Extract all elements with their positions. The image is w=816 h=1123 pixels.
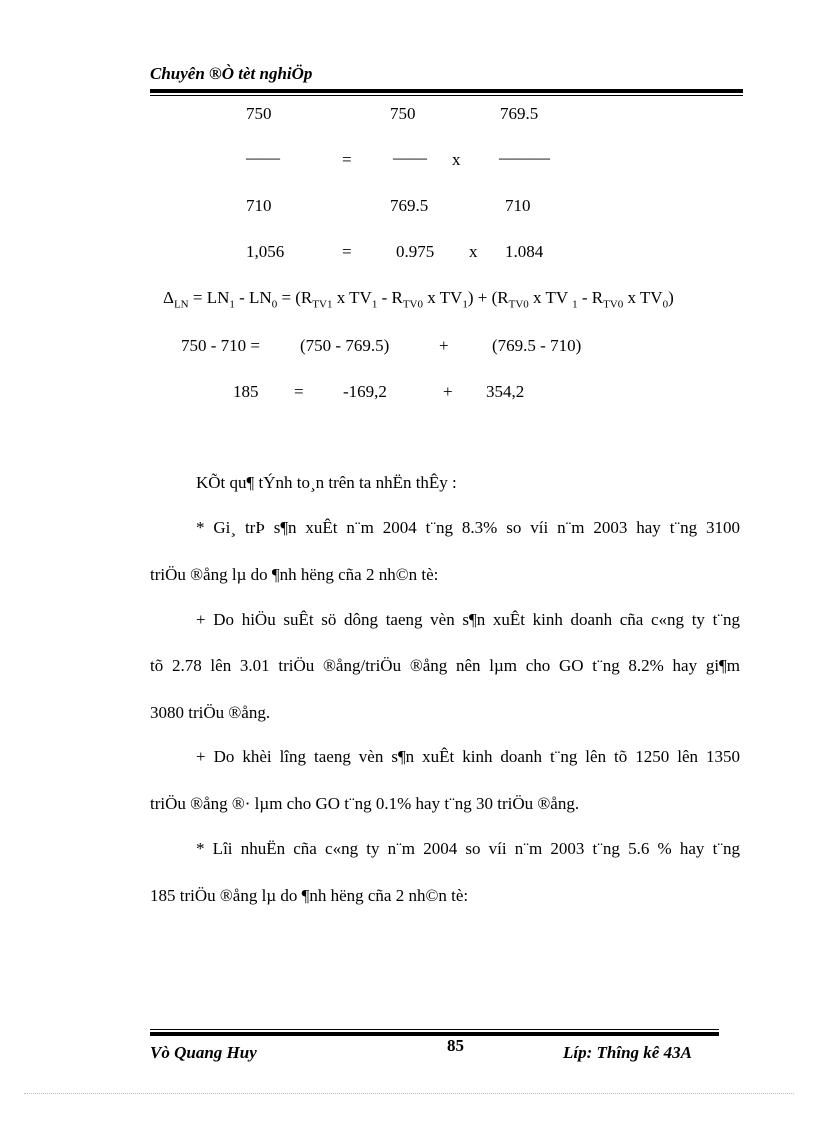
delta-symbol: Δ (163, 288, 174, 307)
paragraph-efficiency-line1: + Do hiÖu suÊt sö dông taeng vèn s¶n xuÊt kinh doanh cña c«ng ty t¨ng (196, 610, 740, 629)
paragraph-output-line2: triÖu ®ång lµ do ¶nh hëng cña 2 nh©n tè: (150, 565, 439, 584)
eq1-den-mid: 769.5 (390, 196, 429, 215)
page-number: 85 (447, 1036, 464, 1055)
delta-part: - LN (234, 288, 272, 307)
paragraph-result-intro: KÕt qu¶ tÝnh to¸n trên ta nhËn thÊy : (196, 473, 457, 492)
delta-part: x TV (623, 288, 663, 307)
delta-sub: 0 (662, 298, 669, 311)
footer-rule-thin (150, 1029, 719, 1030)
eq3-term-a: (750 - 769.5) (300, 336, 390, 355)
eq2-lhs: 1,056 (246, 242, 285, 261)
footer-rule-thick (150, 1032, 719, 1036)
eq2-mid: 0.975 (396, 242, 435, 261)
paragraph-profit-line1: * Lîi nhuËn cña c«ng ty n¨m 2004 so víi n¨m 2003 t¨ng 5.6 % hay t¨ng (196, 839, 740, 858)
header-rule-thick (150, 89, 743, 93)
paragraph-volume-line2: triÖu ®ång ®· lµm cho GO t¨ng 0.1% hay t¨ng 30 triÖu ®ång. (150, 794, 580, 813)
footer-class: Líp: Thîng kê 43A (563, 1043, 692, 1062)
delta-sub: TV0 (603, 298, 624, 311)
paragraph-profit-line2: 185 triÖu ®ång lµ do ¶nh hëng cña 2 nh©n tè: (150, 886, 469, 905)
eq1-num-mid: 750 (390, 104, 416, 123)
delta-sub: TV0 (508, 298, 529, 311)
eq2-times: x (469, 242, 478, 261)
delta-part: x TV (528, 288, 573, 307)
eq1-times: x (452, 150, 461, 169)
eq2-equals: = (342, 242, 352, 261)
delta-sub: 1 (462, 298, 468, 311)
delta-part: x TV (332, 288, 372, 307)
eq1-num-rhs: 769.5 (500, 104, 539, 123)
delta-sub: TV1 (312, 298, 333, 311)
paragraph-volume-line1: + Do khèi lîng taeng vèn s¶n xuÊt kinh doanh t¨ng lên tõ 1250 lên 1350 (196, 747, 740, 766)
delta-sub: 0 (271, 298, 278, 311)
delta-part: x TV (422, 288, 463, 307)
eq1-fraction-bar-mid: —— (393, 148, 427, 167)
eq1-fraction-bar-lhs: —— (246, 148, 280, 167)
eq3-term-b: (769.5 - 710) (492, 336, 582, 355)
eq3-plus: + (439, 336, 449, 355)
page-bottom-divider (24, 1093, 794, 1094)
paragraph-efficiency-line3: 3080 triÖu ®ång. (150, 703, 271, 722)
eq2-rhs: 1.084 (505, 242, 544, 261)
delta-part: = (R (277, 288, 313, 307)
delta-part: - R (577, 288, 604, 307)
eq1-fraction-bar-rhs: ——— (499, 148, 550, 167)
eq4-term-a: -169,2 (343, 382, 387, 401)
delta-part: - R (377, 288, 403, 307)
delta-part: ) + (R (467, 288, 509, 307)
eq4-plus: + (443, 382, 453, 401)
page-header-title: Chuyên ®Ò tèt nghiÖp (150, 64, 313, 83)
delta-sub: LN (173, 298, 189, 311)
eq1-den-rhs: 710 (505, 196, 531, 215)
delta-part: ) (668, 288, 674, 307)
eq4-term-b: 354,2 (486, 382, 525, 401)
delta-sub: 1 (229, 298, 235, 311)
paragraph-efficiency-line2: tõ 2.78 lên 3.01 triÖu ®ång/triÖu ®ång nên lµm cho GO t¨ng 8.2% hay gi¶m (150, 656, 740, 675)
header-rule-thin (150, 95, 743, 96)
paragraph-output-line1: * Gi¸ trÞ s¶n xuÊt n¨m 2004 t¨ng 8.3% so víi n¨m 2003 hay t¨ng 3100 (196, 518, 740, 537)
delta-part: = LN (188, 288, 230, 307)
eq1-equals: = (342, 150, 352, 169)
eq1-num-lhs: 750 (246, 104, 272, 123)
delta-sub: 1 (572, 298, 578, 311)
delta-profit-formula (163, 288, 674, 310)
delta-sub: TV0 (402, 298, 423, 311)
eq4-lhs: 185 (233, 382, 259, 401)
eq4-equals: = (294, 382, 304, 401)
delta-sub: 1 (371, 298, 378, 311)
eq3-lhs: 750 - 710 = (181, 336, 260, 355)
eq1-den-lhs: 710 (246, 196, 272, 215)
footer-author: Vò Quang Huy (150, 1043, 257, 1062)
